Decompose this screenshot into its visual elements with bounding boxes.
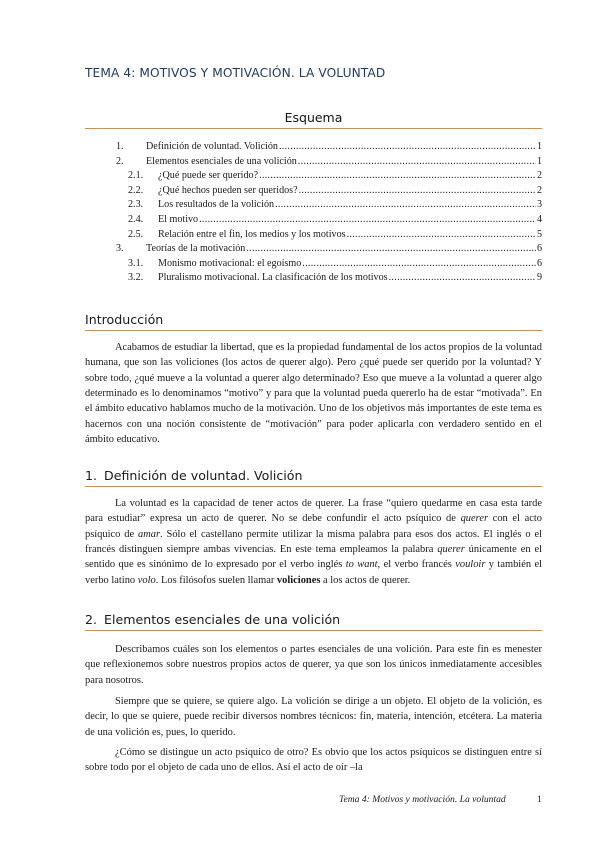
toc-entry-page: 2 bbox=[536, 184, 542, 196]
s1-bold-voliciones: voliciones bbox=[276, 574, 321, 586]
section-2-paragraph-2: Siempre que se quiere, se quiere algo. La volición se dirige a un objeto. El objeto de la volición, es decir, lo que se quiere, puede recibir diversos nombres técnicos: fin, materia, intención, etcétera. La materia de una volición es, pues, lo querido. bbox=[85, 696, 542, 738]
schema-heading: Esquema bbox=[284, 110, 343, 125]
toc-entry-page: 1 bbox=[536, 141, 542, 152]
toc-entry-page: 9 bbox=[536, 272, 542, 284]
s1-italic-amar: amar bbox=[137, 528, 161, 540]
toc-leader-dots bbox=[259, 169, 536, 183]
toc-entry-number: 3.1. bbox=[128, 257, 144, 269]
intro-heading: Introducción bbox=[85, 312, 164, 327]
toc-entry-number: 3. bbox=[116, 243, 124, 255]
toc-leader-dots bbox=[298, 155, 536, 169]
section-1-paragraph bbox=[85, 496, 542, 588]
toc-entry[interactable] bbox=[128, 228, 542, 242]
section-2-heading bbox=[85, 612, 340, 627]
toc-entry-label: Los resultados de la volición bbox=[158, 199, 275, 211]
toc-entry-number: 3.2. bbox=[128, 272, 144, 284]
s1-text-b: con el acto psíquico de bbox=[85, 513, 542, 540]
toc-entry[interactable] bbox=[116, 155, 542, 169]
footer-title: Tema 4: Motivos y motivación. La voluntad bbox=[339, 794, 506, 805]
toc-entry-page: 2 bbox=[536, 170, 542, 182]
toc-leader-dots bbox=[199, 213, 536, 227]
toc-entry-label: Definición de voluntad. Volición bbox=[146, 141, 278, 152]
toc-entry-page: 6 bbox=[536, 243, 542, 255]
toc-entry[interactable] bbox=[128, 271, 542, 285]
s1-text-a: La voluntad es la capacidad de tener actos de querer. La frase “quiero quedarme en casa esta tarde para estudiar” expresa un acto de querer. No se debe confundir el acto psíquico de bbox=[85, 498, 542, 525]
s1-text-h: a los actos de querer. bbox=[320, 574, 411, 586]
toc-entry-page: 6 bbox=[536, 257, 542, 269]
toc-leader-dots bbox=[299, 184, 536, 198]
section-2-paragraph-3: ¿Cómo se distingue un acto psíquico de otro? Es obvio que los actos psíquicos se distinguen entre sí sobre todo por el objeto de cada uno de ellos. Así el acto de oír –la bbox=[85, 747, 542, 774]
toc-leader-dots bbox=[347, 228, 536, 242]
toc-entry-label: Monismo motivacional: el egoísmo bbox=[158, 257, 302, 269]
toc-entry-page: 4 bbox=[536, 214, 542, 225]
toc-entry-number: 2.1. bbox=[128, 170, 144, 182]
toc-entry[interactable] bbox=[128, 169, 542, 183]
section-2-number: 2. bbox=[85, 612, 98, 627]
toc-entry-label: Relación entre el fin, los medios y los motivos bbox=[158, 228, 346, 240]
toc-entry[interactable] bbox=[128, 184, 542, 198]
toc-entry-label: Teorías de la motivación bbox=[146, 243, 246, 255]
toc-entry-label: Pluralismo motivacional. La clasificación de los motivos bbox=[158, 272, 388, 284]
section-2-title: Elementos esenciales de una volición bbox=[104, 612, 341, 627]
section-2-paragraph-1: Describamos cuáles son los elementos o partes esenciales de una volición. Para este fin es menester que reflexionemos sobre nuestros propios actos de querer, ya que son los únicos inmediatamente accesibles para nosotros. bbox=[85, 644, 542, 686]
toc-entry-number: 2.2. bbox=[128, 184, 144, 196]
section-1-rule bbox=[85, 486, 542, 487]
toc-entry[interactable] bbox=[128, 213, 542, 227]
document-title: TEMA 4: MOTIVOS Y MOTIVACIÓN. LA VOLUNTAD bbox=[85, 66, 386, 80]
toc-entry-number: 1. bbox=[116, 141, 124, 152]
intro-rule bbox=[85, 330, 542, 331]
toc-entry-number: 2.4. bbox=[128, 214, 144, 225]
s1-text-e: , el verbo francés bbox=[377, 559, 456, 571]
toc-leader-dots bbox=[279, 140, 536, 154]
toc-entry-page: 3 bbox=[536, 199, 542, 211]
toc-entry[interactable] bbox=[116, 140, 542, 154]
toc-entry[interactable] bbox=[128, 198, 542, 212]
s1-text-g: . Los filósofos suelen llamar bbox=[155, 574, 277, 586]
toc-entry[interactable] bbox=[116, 242, 542, 256]
s1-text-c: . Sólo el castellano permite utilizar la misma palabra para esos dos actos. El inglés o el francés distinguen siempre ambas vivencias. En este tema empleamos la palabra bbox=[85, 528, 542, 556]
toc-leader-dots bbox=[275, 198, 536, 212]
section-1-number: 1. bbox=[85, 468, 98, 483]
s1-italic-querer: querer bbox=[460, 513, 489, 525]
toc-entry-label: El motivo bbox=[158, 214, 199, 225]
toc-entry-number: 2. bbox=[116, 155, 124, 167]
intro-paragraph: Acabamos de estudiar la libertad, que es la propiedad fundamental de los actos propios de la voluntad humana, que son las voliciones (los actos de querer algo). Pero ¿qué puede ser querido por la voluntad? Y sobre todo, ¿qué mueve a la voluntad a querer algo determinado? Eso que mueve a la voluntad a querer algo determinado es lo denominamos “motivo” y para que la voluntad pueda quererlo ha de estar “motivada”. En el ámbito educativo hablamos mucho de la motivación. Uno de los objetivos más importantes de este tema es hacernos con una noción consistente de “motivación” para poder aplicarla con verdadero sentido en el ámbito educativo. bbox=[85, 342, 542, 446]
toc-entry[interactable] bbox=[128, 257, 542, 271]
s1-text-d: únicamente en el sentido que es sinónimo de lo expresado por el verbo inglés bbox=[85, 544, 543, 571]
toc-leader-dots bbox=[302, 257, 536, 271]
toc-entry-number: 2.3. bbox=[128, 199, 144, 211]
s1-italic-volo: volo bbox=[137, 574, 156, 586]
s1-italic-querer-2: querer bbox=[437, 544, 465, 556]
toc-leader-dots bbox=[246, 242, 536, 256]
toc-entry-label: Elementos esenciales de una volición bbox=[146, 155, 297, 167]
toc-leader-dots bbox=[389, 271, 536, 285]
s1-italic-vouloir: vouloir bbox=[455, 559, 486, 571]
s1-text-f: y también el verbo latino bbox=[85, 559, 542, 586]
toc-entry-page: 1 bbox=[536, 155, 542, 167]
section-1-heading bbox=[85, 468, 302, 483]
toc-entry-number: 2.5. bbox=[128, 228, 144, 240]
toc-entry-page: 5 bbox=[536, 228, 542, 240]
schema-rule bbox=[85, 128, 542, 129]
toc-entry-label: ¿Qué puede ser querido? bbox=[158, 170, 259, 182]
toc-entry-label: ¿Qué hechos pueden ser queridos? bbox=[158, 184, 298, 196]
s1-italic-to-want: to want bbox=[345, 559, 378, 571]
section-2-rule bbox=[85, 630, 542, 631]
footer-page-number: 1 bbox=[537, 794, 542, 805]
section-1-title: Definición de voluntad. Volición bbox=[104, 468, 303, 483]
